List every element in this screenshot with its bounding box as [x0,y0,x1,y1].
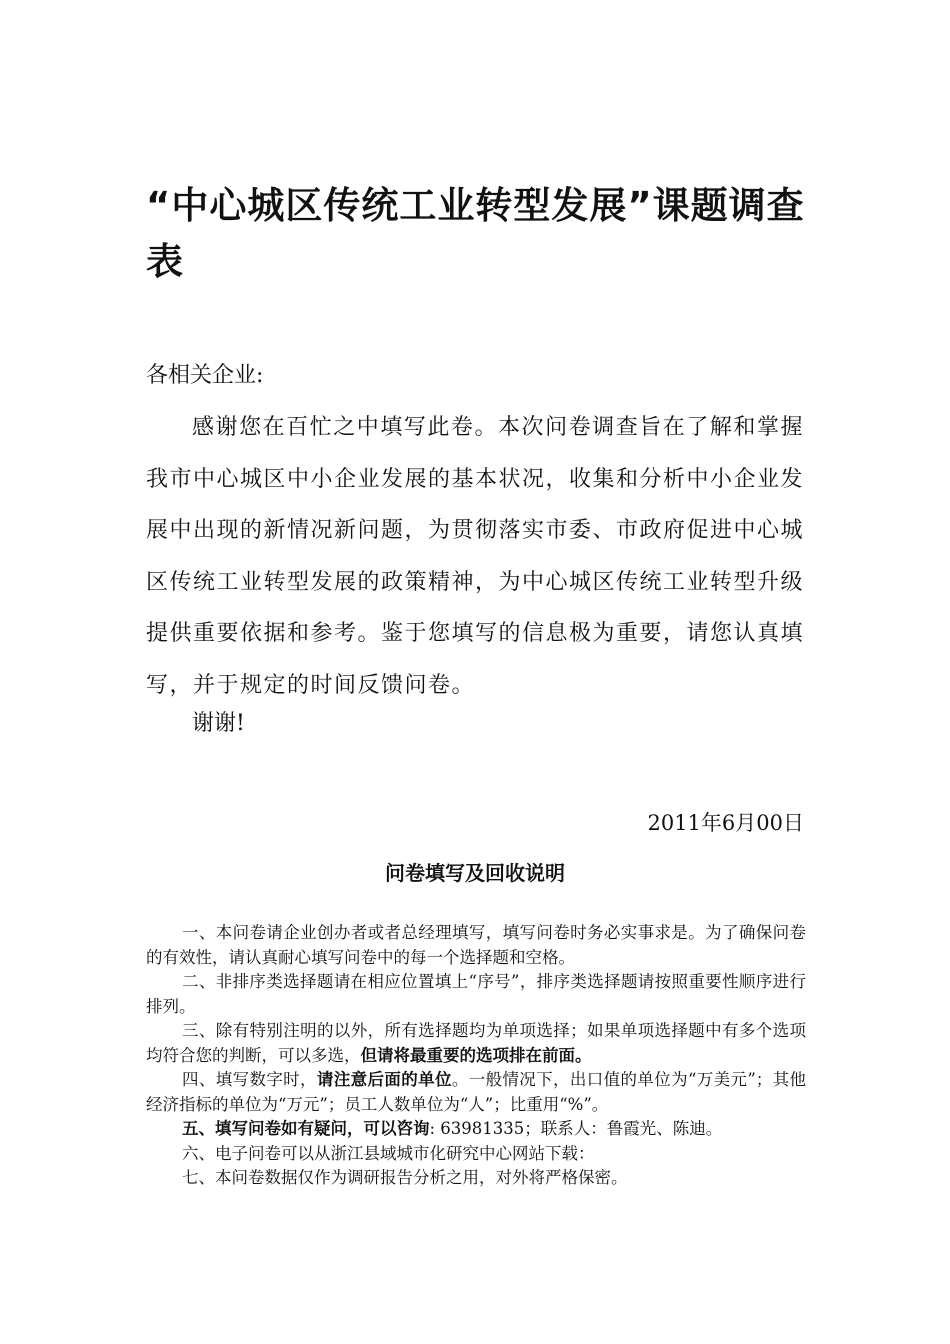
instruction-text: 六、电子问卷可以从浙江县域城市化研究中心网站下载： [182,1143,595,1163]
salutation: 各相关企业: [146,363,264,388]
thanks-line: 谢谢! [192,711,245,736]
instruction-text: 四、填写数字时， [182,1070,317,1089]
instruction-item-6 [146,1142,806,1167]
document-title: “中心城区传统工业转型发展”课题调查表 [146,184,805,283]
instruction-item-7 [146,1166,806,1191]
instruction-text: : 63981335；联系人：鲁霞光、陈迪。 [429,1119,723,1138]
intro-paragraph: 感谢您在百忙之中填写此卷。本次问卷调查旨在了解和掌握我市中心城区中小企业发展的基本状况，收集和分析中小企业发展中出现的新情况新问题，为贯彻落实市委、市政府促进中心城区传统工业转型发展的政策精神，为中心城区传统工业转型升级提供重要依据和参考。鉴于您填写的信息极为重要，请您认真填写，并于规定的时间反馈问卷。 [146,415,805,698]
document-date: 2011年6月00日 [647,811,804,835]
instructions-list [146,921,806,1191]
instruction-emphasis: 请注意后面的单位 [316,1070,452,1089]
instruction-item-5 [146,1117,806,1142]
instruction-text: 二、非排序类选择题请在相应位置填上“序号”，排序类选择题请按照重要性顺序进行排列。 [146,972,806,1016]
instruction-item-4 [146,1068,806,1117]
instruction-item-2 [146,970,806,1019]
instruction-text: 一、本问卷请企业创办者或者总经理填写，填写问卷时务必实事求是。为了确保问卷的有效性，请认真耐心填写问卷中的每一个选择题和空格。 [146,923,806,967]
instruction-item-1 [146,921,806,970]
instruction-text: 三、除有特别注明的以外，所有选择题均为单项选择；如果单项选择题中有多个选项均符合您的判断，可以多选， [146,1021,806,1065]
instruction-text: 七、本问卷数据仅作为调研报告分析之用，对外将严格保密。 [182,1168,628,1187]
instruction-emphasis: 但请将最重要的选项排在前面。 [360,1045,592,1065]
instruction-emphasis: 五、填写问卷如有疑问，可以咨询 [182,1119,430,1138]
instruction-item-3 [146,1019,806,1068]
instructions-heading: 问卷填写及回收说明 [385,861,565,885]
instruction-text: 。一般情况下，出口值的单位为“万美元”；其他经济指标的单位为“万元”；员工人数单位为“人”；比重用“%”。 [146,1070,807,1114]
